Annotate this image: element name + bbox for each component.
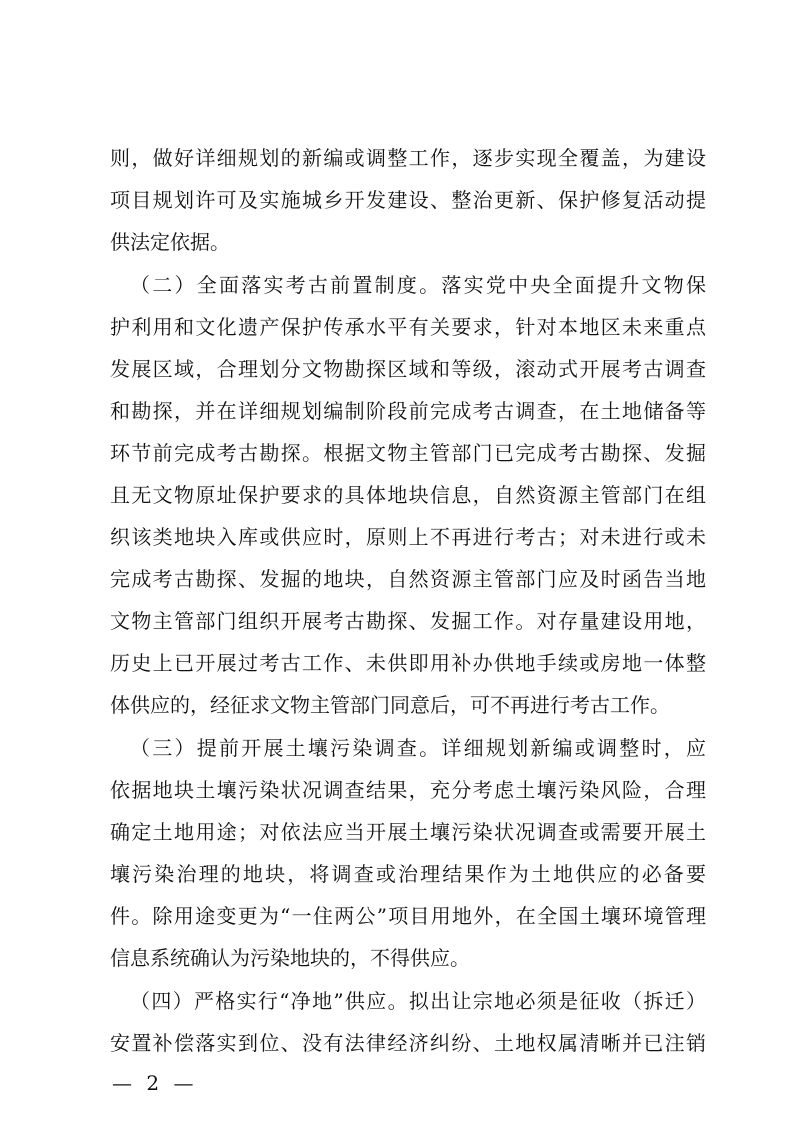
- text-line: 项目规划许可及实施城乡开发建设、整治更新、保护修复活动提: [110, 188, 706, 212]
- text-line: 确定土地用途；对依法应当开展土壤污染状况调查或需要开展土: [110, 820, 706, 844]
- text-line: 发展区域，合理划分文物勘探区域和等级，滚动式开展考古调查: [110, 357, 706, 381]
- text-line: 且无文物原址保护要求的具体地块信息，自然资源主管部门在组: [110, 483, 706, 507]
- text-line: 文物主管部门组织开展考古勘探、发掘工作。对存量建设用地，: [110, 609, 706, 633]
- text-line: 环节前完成考古勘探。根据文物主管部门已完成考古勘探、发掘: [110, 441, 706, 465]
- text-line: 护利用和文化遗产保护传承水平有关要求，针对本地区未来重点: [110, 315, 706, 339]
- text-line: 体供应的，经征求文物主管部门同意后，可不再进行考古工作。: [110, 693, 670, 717]
- section-heading-line: （四）严格实行“净地”供应。拟出让宗地必须是征收（拆迁）: [130, 989, 706, 1013]
- text-line: 和勘探，并在详细规划编制阶段前完成考古调查，在土地储备等: [110, 399, 706, 423]
- section-heading-line: （二）全面落实考古前置制度。落实党中央全面提升文物保: [130, 273, 706, 297]
- page-number: — 2 —: [112, 1071, 198, 1095]
- text-line: 则，做好详细规划的新编或调整工作，逐步实现全覆盖，为建设: [110, 146, 706, 170]
- text-line: 织该类地块入库或供应时，原则上不再进行考古；对未进行或未: [110, 525, 706, 549]
- text-line: 完成考古勘探、发掘的地块，自然资源主管部门应及时函告当地: [110, 567, 706, 591]
- text-line: 历史上已开展过考古工作、未供即用补办供地手续或房地一体整: [110, 651, 706, 675]
- text-line: 供法定依据。: [110, 230, 230, 254]
- text-line: 安置补偿落实到位、没有法律经济纠纷、土地权属清晰并已注销: [110, 1031, 706, 1055]
- text-line: 信息系统确认为污染地块的，不得供应。: [110, 946, 470, 970]
- text-line: 壤污染治理的地块，将调查或治理结果作为土地供应的必备要: [110, 862, 706, 886]
- section-heading-line: （三）提前开展土壤污染调查。详细规划新编或调整时，应: [130, 736, 706, 760]
- text-line: 件。除用途变更为“一住两公”项目用地外，在全国土壤环境管理: [110, 904, 706, 928]
- text-line: 依据地块土壤污染状况调查结果，充分考虑土壤污染风险，合理: [110, 778, 706, 802]
